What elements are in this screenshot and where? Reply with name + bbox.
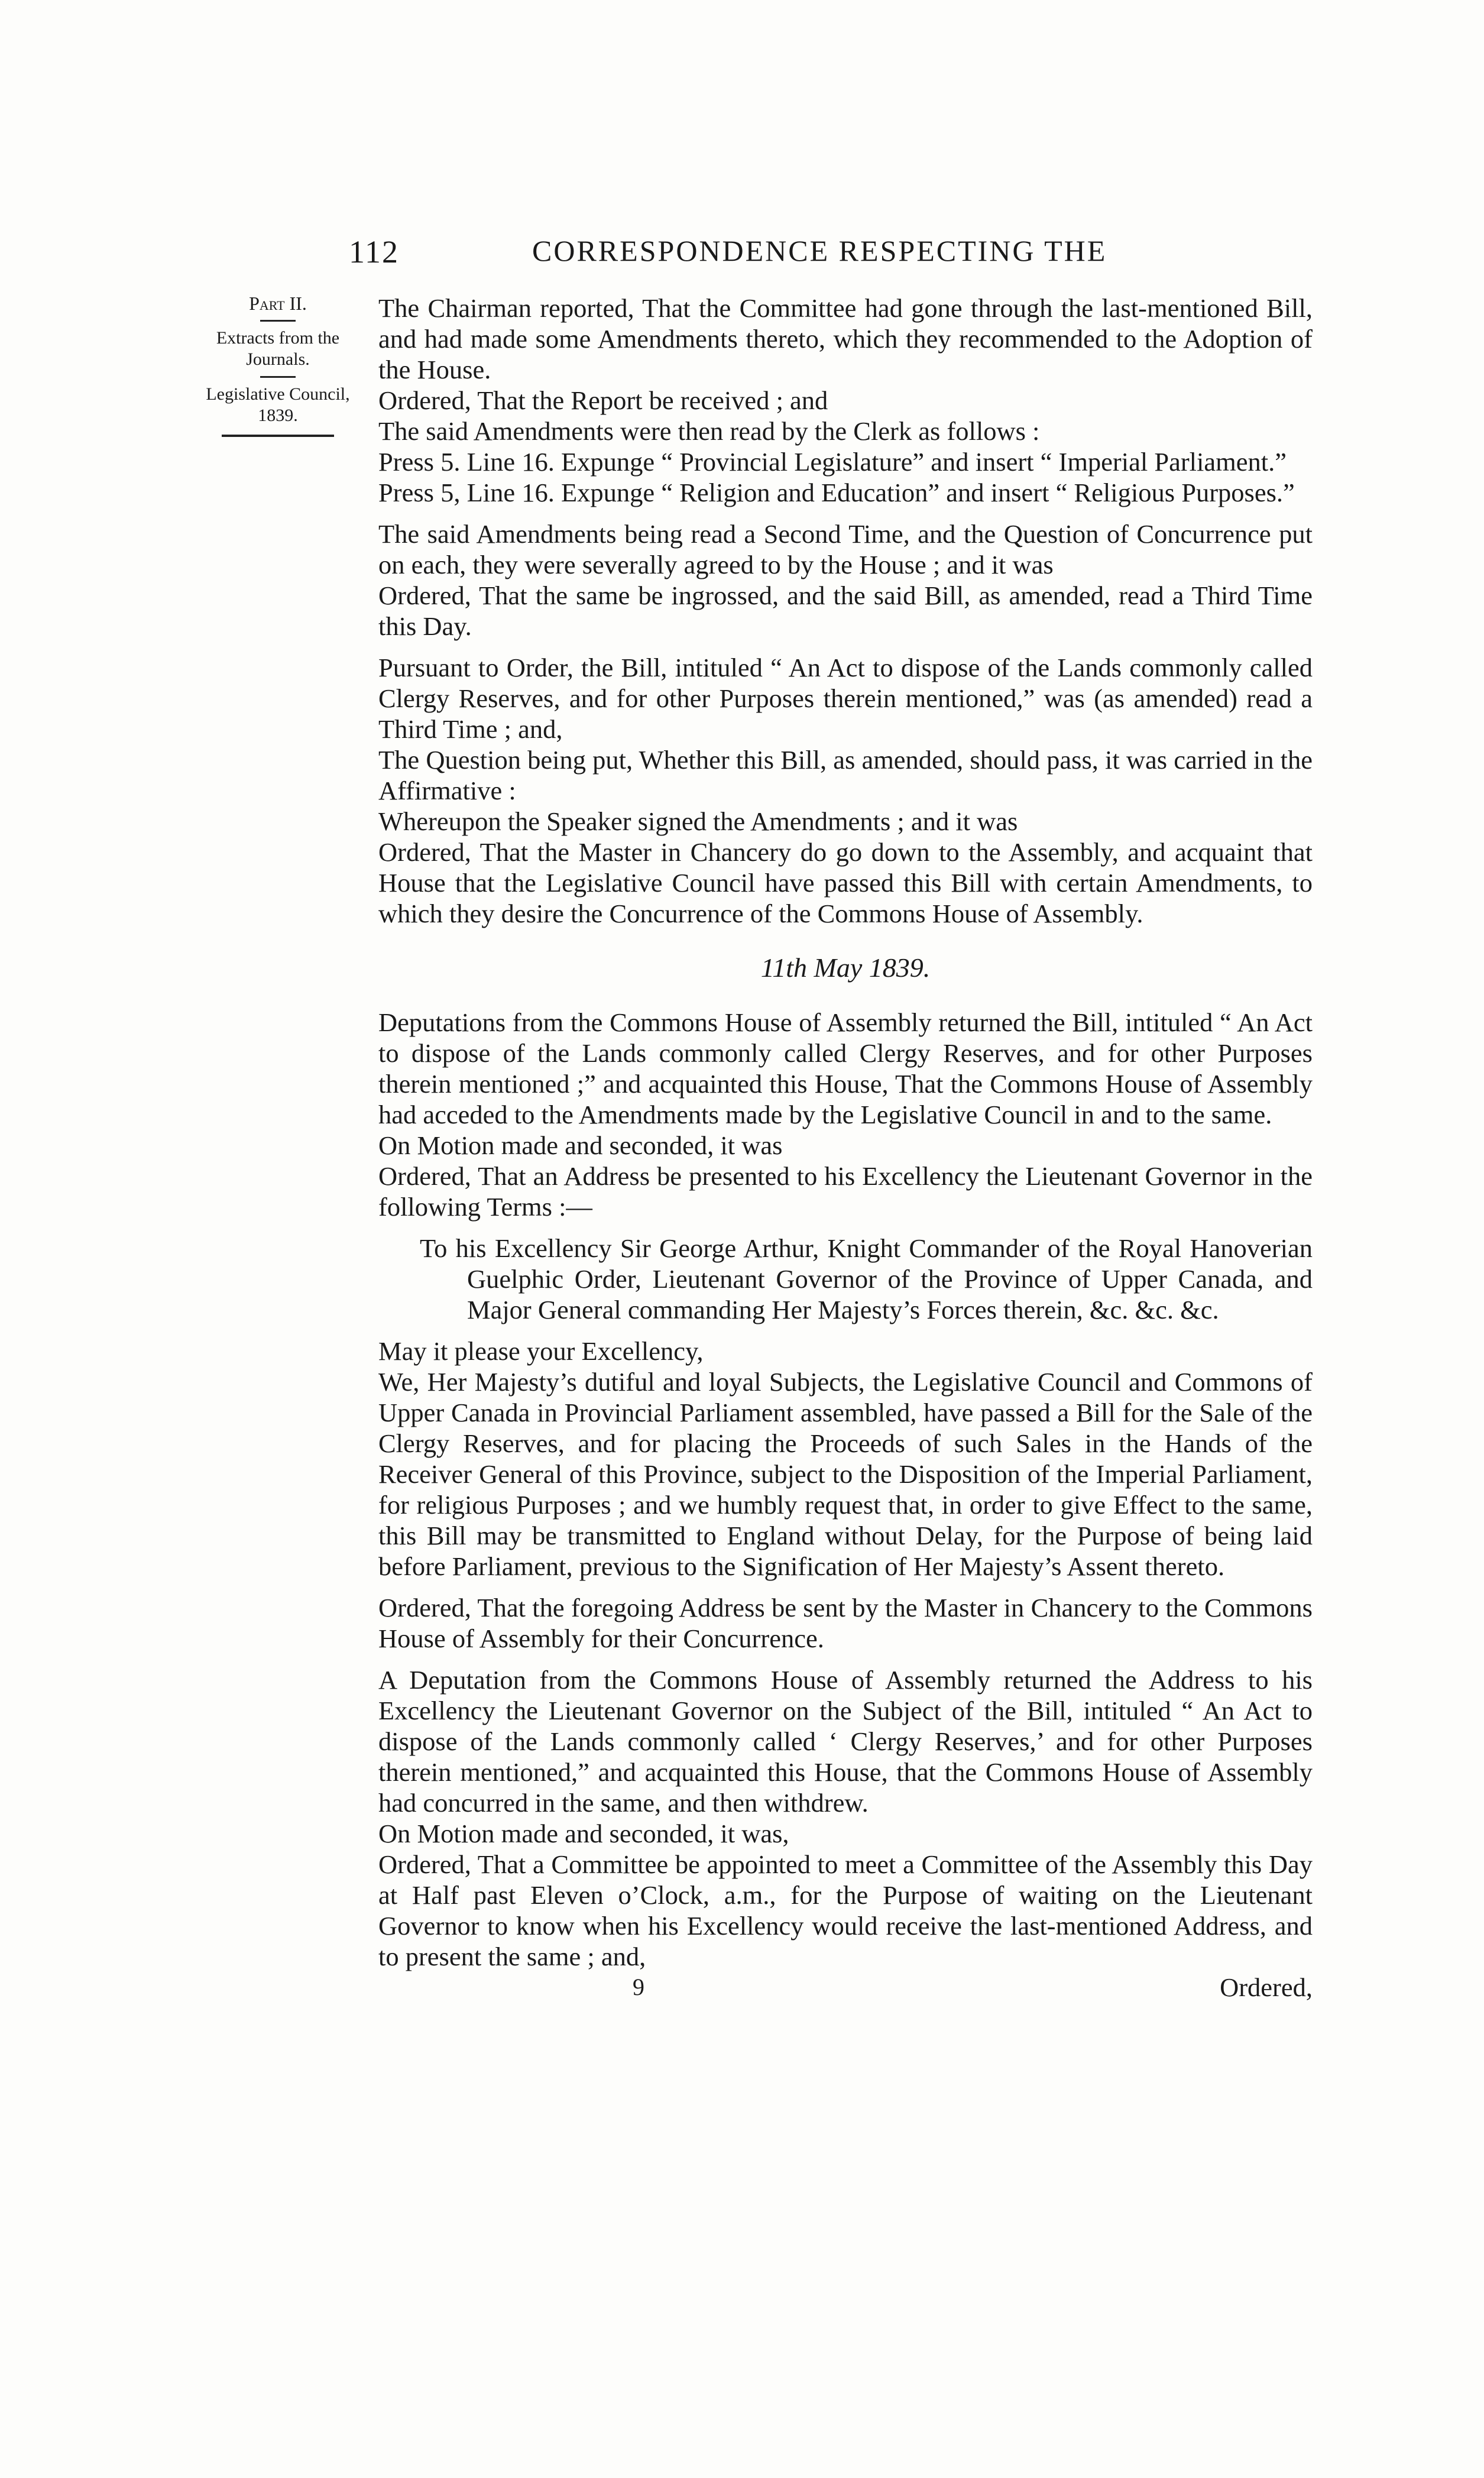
salutation: May it please your Excellency, — [378, 1336, 704, 1366]
paragraph: Ordered, That an Address be presented to his Excellency the Lieutenant Governor in the following Terms :— — [378, 1161, 1313, 1222]
margin-year: 1839. — [258, 406, 298, 425]
margin-extracts: Extracts from the Journals. — [216, 328, 340, 369]
paragraph: Ordered, That the same be ingrossed, and the said Bill, as amended, read a Third Time this Day. — [378, 581, 1313, 641]
paragraph: Whereupon the Speaker signed the Amendments ; and it was — [378, 806, 1018, 836]
paragraph: Press 5. Line 16. Expunge “ Provincial Legislature” and insert “ Imperial Parliament.” — [378, 447, 1287, 477]
paragraph: A Deputation from the Commons House of Assembly returned the Address to his Excellency the Lieutenant Governor on the Subject of the Bill, intituled “ An Act to dispose of the Lands commonly called ‘ Clergy Reserves,’ and for other Purposes therein mentioned,” and acquainted this House, that the Commons House of Assembly had concurred in the same, and then withdrew. — [378, 1665, 1313, 1818]
document-body — [378, 293, 1313, 2003]
margin-rule-long — [222, 435, 334, 437]
date-heading: 11th May 1839. — [760, 953, 931, 983]
page-footer — [378, 1972, 1313, 2003]
paragraph: On Motion made and seconded, it was, — [378, 1819, 789, 1848]
paragraph: Ordered, That the Report be received ; and — [378, 386, 828, 415]
catchword: Ordered, — [1220, 1972, 1313, 2002]
margin-rule — [260, 320, 296, 322]
paragraph: The said Amendments being read a Second Time, and the Question of Concurrence put on each, they were severally agreed to by the House ; and it was — [378, 519, 1313, 579]
paragraph: Ordered, That the Master in Chancery do go down to the Assembly, and acquaint that House that the Legislative Council have passed this Bill with certain Amendments, to which they desire the Concurrence of the Commons House of Assembly. — [378, 837, 1313, 928]
margin-council: Legislative Council, — [206, 384, 350, 404]
margin-rule — [260, 376, 296, 378]
paragraph: On Motion made and seconded, it was — [378, 1131, 783, 1160]
paragraph: The Chairman reported, That the Committee had gone through the last-mentioned Bill, and had made some Amendments thereto, which they recommended to the Adoption of the House. — [378, 293, 1313, 384]
signature-mark: 9 — [633, 1974, 644, 2000]
paragraph: Press 5, Line 16. Expunge “ Religion and Education” and insert “ Religious Purposes.” — [378, 478, 1295, 507]
page-number: 112 — [349, 234, 399, 270]
margin-part: Part II. — [249, 293, 307, 314]
address-heading: To his Excellency Sir George Arthur, Knight Commander of the Royal Hanoverian Guelphic Order, Lieutenant Governor of the Province of Upper Canada, and Major General commanding Her Majesty’s Forces therein, &c. &c. &c. — [420, 1233, 1313, 1324]
paragraph: Ordered, That a Committee be appointed to meet a Committee of the Assembly this Day at Half past Eleven o’Clock, a.m., for the Purpose of waiting on the Lieutenant Governor to know when his Excellency would receive the last-mentioned Address, and to present the same ; and, — [378, 1849, 1313, 1971]
page-header — [349, 234, 1318, 275]
paragraph: Deputations from the Commons House of Assembly returned the Bill, intituled “ An Act to dispose of the Lands commonly called Clergy Reserves, and for other Purposes therein mentioned ;” and acquainted this House, That the Commons House of Assembly had acceded to the Amendments made by the Legislative Council in and to the same. — [378, 1008, 1313, 1129]
running-title: CORRESPONDENCE RESPECTING THE — [532, 234, 1107, 267]
paragraph: Pursuant to Order, the Bill, intituled “ An Act to dispose of the Lands commonly called Clergy Reserves, and for other Purposes therein mentioned,” was (as amended) read a Third Time ; and, — [378, 653, 1313, 744]
paragraph: Ordered, That the foregoing Address be sent by the Master in Chancery to the Commons House of Assembly for their Concurrence. — [378, 1593, 1313, 1653]
margin-note — [195, 293, 361, 437]
paragraph: The said Amendments were then read by the Clerk as follows : — [378, 416, 1040, 446]
paragraph: The Question being put, Whether this Bill, as amended, should pass, it was carried in the Affirmative : — [378, 745, 1313, 805]
petition: We, Her Majesty’s dutiful and loyal Subjects, the Legislative Council and Commons of Upper Canada in Provincial Parliament assembled, have passed a Bill for the Sale of the Clergy Reserves, and for placing the Proceeds of such Sales in the Hands of the Receiver General of this Province, subject to the Disposition of the Imperial Parliament, for religious Purposes ; and we humbly request that, in order to give Effect to the same, this Bill may be transmitted to England without Delay, for the Purpose of being laid before Parliament, previous to the Signification of Her Majesty’s Assent thereto. — [378, 1367, 1313, 1581]
